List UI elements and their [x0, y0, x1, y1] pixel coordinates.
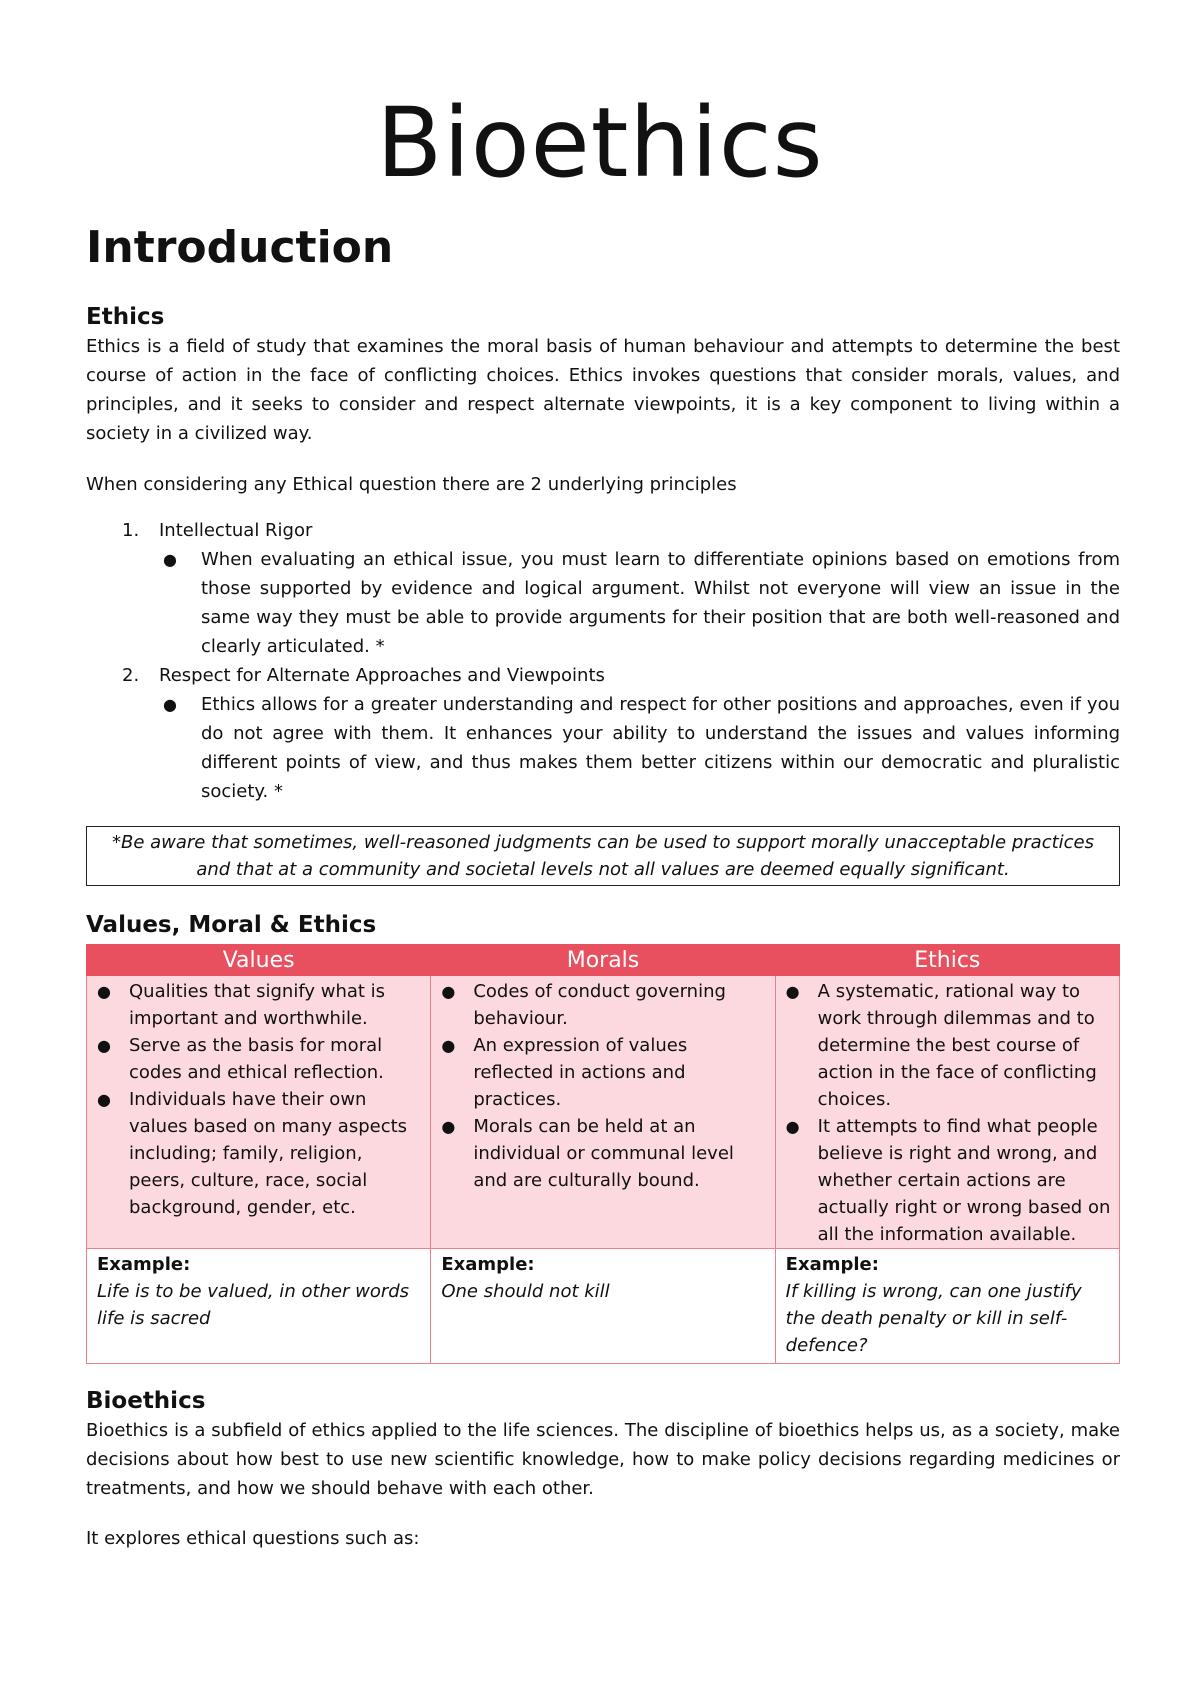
principle-detail-list: [159, 545, 1120, 661]
bullet-icon: ●: [785, 982, 800, 1001]
document-title: Bioethics: [376, 87, 824, 199]
example-label: Example:: [785, 1254, 879, 1275]
list-item: [784, 978, 1111, 1113]
bullet-icon: ●: [163, 550, 177, 569]
bullet-icon: ●: [785, 1117, 800, 1136]
list-item: [95, 1086, 422, 1221]
list-item-text: It attempts to find what people believe is right and wrong, and whether certain actions are actually right or wrong based on all the information available.: [817, 1116, 1111, 1245]
bullet-icon: ●: [441, 982, 456, 1001]
principle-title: Respect for Alternate Approaches and Viewpoints: [159, 665, 605, 686]
principle-title: Intellectual Rigor: [159, 520, 313, 541]
values-example-cell: [87, 1249, 431, 1364]
example-label: Example:: [97, 1254, 191, 1275]
ethics-points-cell: [775, 976, 1119, 1249]
example-text: Life is to be valued, in other words life is sacred: [97, 1281, 410, 1329]
list-item-text: Codes of conduct governing behaviour.: [473, 981, 726, 1029]
list-item-text: Serve as the basis for moral codes and ethical reflection.: [129, 1035, 384, 1083]
ethics-section: [86, 302, 1120, 448]
principle-detail-list: [159, 690, 1120, 806]
bullet-icon: ●: [163, 695, 177, 714]
list-item-text: Qualities that signify what is important and worthwhile.: [129, 981, 386, 1029]
principle-detail: [159, 545, 1120, 661]
caution-note-line: and that at a community and societal levels not all values are deemed equally significant.: [196, 859, 1010, 880]
ethics-example-cell: [775, 1249, 1119, 1364]
values-points: [95, 978, 422, 1221]
list-item-text: Morals can be held at an individual or communal level and are culturally bound.: [473, 1116, 734, 1191]
ethics-points: [784, 978, 1111, 1248]
column-header-ethics: Ethics: [775, 945, 1119, 976]
principle-number: 1.: [122, 520, 140, 541]
principle-detail-text: Ethics allows for a greater understanding and respect for other positions and approaches, even if you do not agree with them. It enhances your ability to understand the issues and values informing different points of view, and thus makes them better citizens within our democratic and pluralistic society. *: [201, 694, 1120, 802]
principles-list: [86, 516, 1120, 806]
caution-note-box: [86, 826, 1120, 886]
values-morals-ethics-table: [86, 944, 1120, 1364]
list-item-text: An expression of values reflected in actions and practices.: [473, 1035, 688, 1110]
ethics-heading: Ethics: [86, 304, 165, 330]
example-text: One should not kill: [441, 1281, 610, 1302]
list-item: [95, 978, 422, 1032]
list-item: [439, 1113, 766, 1194]
column-header-morals: Morals: [431, 945, 775, 976]
principle-number: 2.: [122, 665, 140, 686]
introduction-heading: Introduction: [86, 222, 394, 273]
morals-points: [439, 978, 766, 1194]
table-header-row: [87, 945, 1120, 976]
morals-example-cell: [431, 1249, 775, 1364]
values-points-cell: [87, 976, 431, 1249]
example-label: Example:: [441, 1254, 535, 1275]
vme-heading: Values, Moral & Ethics: [86, 912, 377, 938]
list-item: [439, 1032, 766, 1113]
list-item: [439, 978, 766, 1032]
bullet-icon: ●: [441, 1036, 456, 1055]
bullet-icon: ●: [97, 1036, 111, 1055]
list-item: [784, 1113, 1111, 1248]
morals-points-cell: [431, 976, 775, 1249]
principle-detail: [159, 690, 1120, 806]
principle-item: [86, 661, 1120, 806]
principle-item: [86, 516, 1120, 661]
list-item: [95, 1032, 422, 1086]
bullet-icon: ●: [97, 1090, 111, 1109]
list-item-text: A systematic, rational way to work through dilemmas and to determine the best course of action in the face of conflicting choices.: [817, 981, 1097, 1110]
table-row: [87, 1249, 1120, 1364]
column-header-values: Values: [87, 945, 431, 976]
bullet-icon: ●: [441, 1117, 456, 1136]
principles-intro: When considering any Ethical question there are 2 underlying principles: [86, 474, 737, 495]
principle-detail-text: When evaluating an ethical issue, you must learn to differentiate opinions based on emotions from those supported by evidence and logical argument. Whilst not everyone will view an issue in the same way they must be able to provide arguments for their position that are both well-reasoned and clearly articulated. *: [201, 549, 1120, 657]
example-text: If killing is wrong, can one justify the death penalty or kill in self-defence?: [785, 1281, 1082, 1356]
bioethics-paragraph: Bioethics is a subfield of ethics applied to the life sciences. The discipline of bioethics helps us, as a society, make decisions about how best to use new scientific knowledge, how to make policy decisions regarding medicines or treatments, and how we should behave with each other.: [86, 1420, 1120, 1499]
bioethics-section: [86, 1386, 1120, 1503]
caution-note-line: *Be aware that sometimes, well-reasoned judgments can be used to support morally unacceptable practices: [111, 832, 1094, 853]
bullet-icon: ●: [97, 982, 111, 1001]
ethics-paragraph: Ethics is a field of study that examines the moral basis of human behaviour and attempts to determine the best course of action in the face of conflicting choices. Ethics invokes questions that consider morals, values, and principles, and it seeks to consider and respect alternate viewpoints, it is a key component to living within a society in a civilized way.: [86, 336, 1120, 444]
bioethics-questions-intro: It explores ethical questions such as:: [86, 1528, 420, 1549]
list-item-text: Individuals have their own values based on many aspects including; family, religion, peers, culture, race, social background, gender, etc.: [129, 1089, 408, 1218]
bioethics-heading: Bioethics: [86, 1388, 206, 1414]
table-row: [87, 976, 1120, 1249]
